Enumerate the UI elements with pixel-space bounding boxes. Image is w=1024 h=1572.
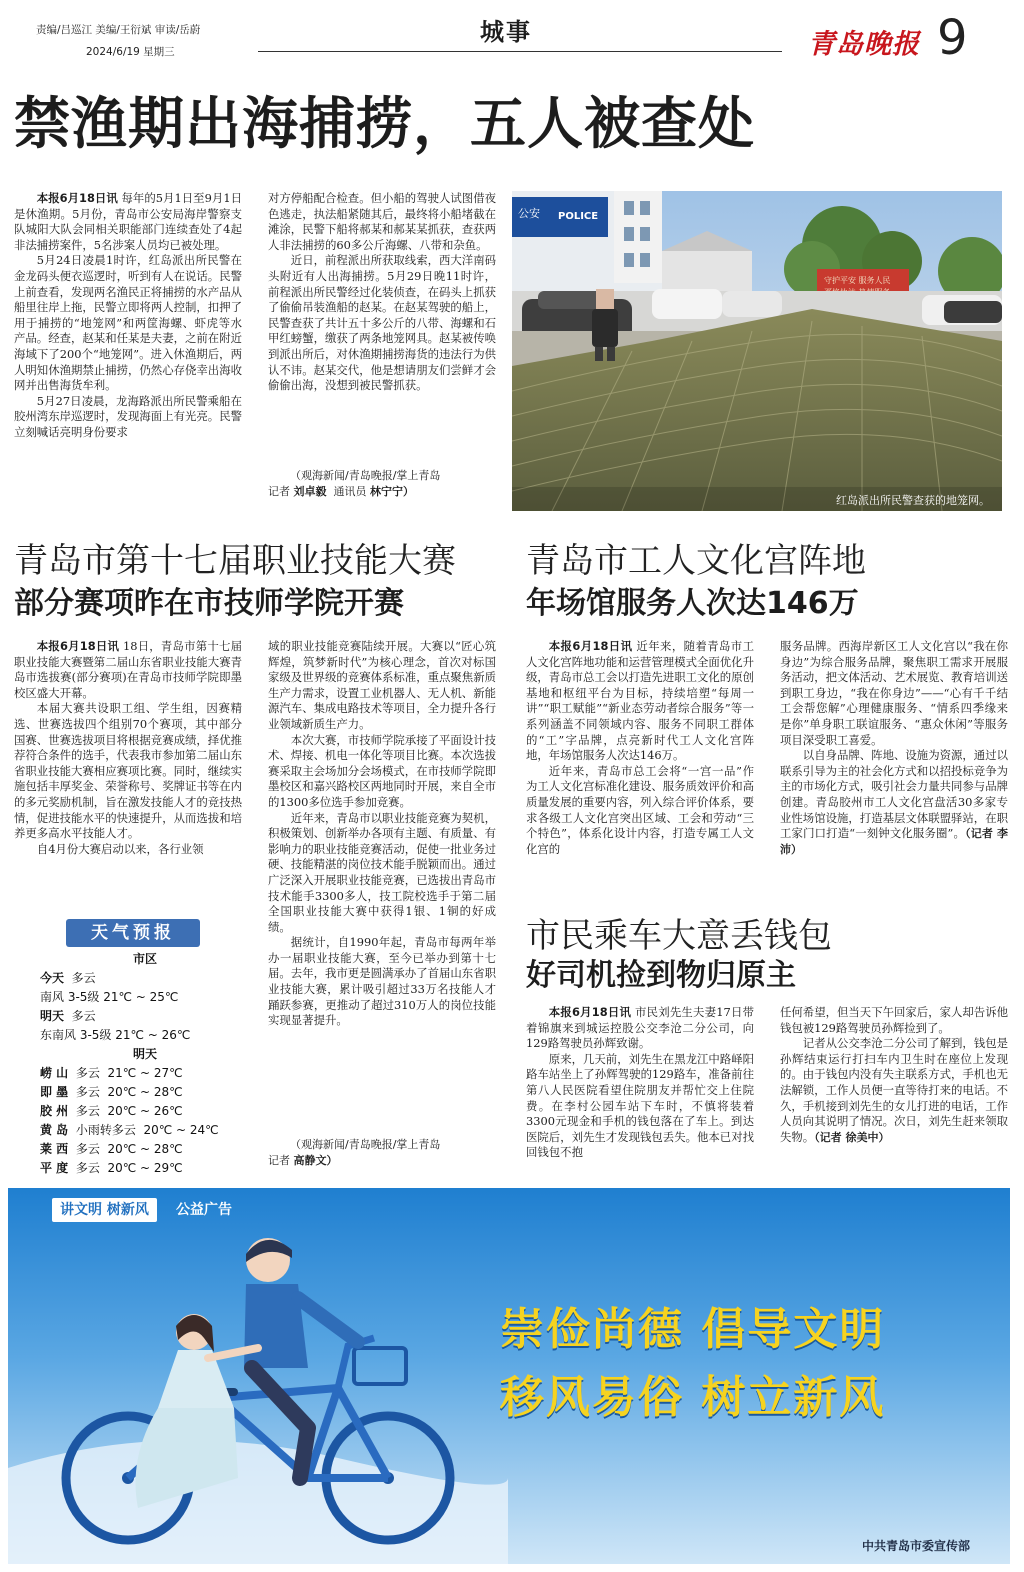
paper-logo: 青岛晚报 (808, 29, 920, 60)
ad-label: 公益广告 (176, 1202, 232, 1218)
ad-slogan-1: 崇俭尚德 倡导文明 (500, 1304, 886, 1355)
article2-title: 青岛市第十七届职业技能大赛 (14, 541, 456, 581)
public-service-ad (8, 1188, 1010, 1564)
article1-credit: （观海新闻/青岛晚报/掌上青岛 记者 刘卓毅 通讯员 林宁宁） (268, 469, 441, 498)
article3-subtitle: 年场馆服务人次达146万 (526, 586, 859, 621)
svg-text:POLICE: POLICE (558, 211, 599, 222)
article4-credit: （记者 徐美中） (814, 1130, 890, 1144)
article3-credit: （记者 李沛） (780, 827, 1008, 856)
photo-caption: 红岛派出所民警查获的地笼网。 (836, 494, 990, 507)
svg-text:公安: 公安 (518, 207, 540, 220)
article2-credit: （观海新闻/青岛晚报/掌上青岛 记者 高静文） (268, 1138, 441, 1167)
photo-illustration (512, 191, 1002, 511)
weather-title-banner (66, 919, 200, 947)
ad-sponsor: 中共青岛市委宣传部 (861, 1539, 970, 1553)
article1-column-1: 本报6月18日讯 每年的5月1日至9月1日是休渔期。5月份，青岛市公安局海岸警察支队城阳大队会同相关职能部门连续查处了4起非法捕捞案件，5名涉案人员均已被处理。 5月24日凌晨1时许，红岛派出所民警在金龙码头便衣巡逻时，听到有人在说话。民警上前查看，发现两名渔民正将捕捞的水产品从船里往岸上拖，民警立即将两人控制，扣押了用于捕捞的“地笼网”和两筐海螺、虾虎等水产品。经查，赵某和任某是夫妻，之前在附近海域下了200个“地笼网”。进入休渔期后，两人明知休渔期禁止捕捞，仍然心存侥幸出海收网并出售海货牟利。 5月27日凌晨，龙海路派出所民警乘船在胶州湾东岸巡逻时，发现海面上有光亮。民警立刻喊话亮明身份要求 (14, 191, 242, 439)
weather-tomorrow-wind: 东南风 3-5级 21℃ ~ 26℃ (40, 1028, 191, 1042)
article1-column-2: 对方停船配合检查。但小船的驾驶人试图借夜色逃走，执法船紧随其后，最终将小船堵截在滩涂，民警下船将郝某和郝某某抓获，查获两人非法捕捞的60多公斤海螺、八带和杂鱼。 近日，前程派出所获取线索，西大洋南码头附近有人出海捕捞。5月29日晚11时许，前程派出所民警经过化装侦查，在码头上抓获了偷偷吊装渔船的赵某。在赵某驾驶的船上，民警查获了共计五十多公斤的八带、海螺和石甲红螃蟹，缴获了两条地笼网具。赵某被传唤到派出所后，对休渔期捕捞海货的违法行为供认不讳。赵某交代，他是想请朋友们尝鲜才会偷偷出海，没想到被民警抓获。 (268, 191, 496, 393)
weather-today-wind: 南风 3-5级 21℃ ~ 25℃ (40, 990, 179, 1004)
article4-subtitle: 好司机捡到物归原主 (526, 958, 796, 993)
cyclists-illustration (8, 1228, 508, 1564)
news-photo (512, 191, 1002, 511)
ad-tag: 讲文明 树新风 (52, 1198, 157, 1222)
editor-credits: 责编/吕巡江 美编/王衍斌 审读/岳蔚 (36, 24, 201, 36)
section-title: 城事 (480, 18, 532, 46)
ad-slogan-2: 移风易俗 树立新风 (500, 1372, 886, 1423)
article4-title: 市民乘车大意丢钱包 (526, 916, 832, 956)
weather-district-row: 莱 西 多云 20℃ ~ 28℃ (40, 1142, 183, 1156)
weather-district-row: 平 度 多云 20℃ ~ 29℃ (40, 1161, 183, 1175)
article3-title: 青岛市工人文化宫阵地 (526, 541, 866, 581)
article4-column-2: 任何希望，但当天下午回家后，家人却告诉他钱包被129路驾驶员孙辉捡到了。 记者从公交李沧二分公司了解到，钱包是孙辉结束运行打扫车内卫生时在座位上发现的。由于钱包内没有失主联系方式，手机也无法解锁，工作人员便一直等待打来的电话。不久，手机接到刘先生的女儿打进的电话，工作人员向其说明了情况。次日，刘先生赶来领取失物。（记者 徐美中） (780, 1005, 1008, 1144)
article2-column-1: 本报6月18日讯 18日，青岛市第十七届职业技能大赛暨第二届山东省职业技能大赛青岛市选拔赛(部分赛项)在青岛市技师学院即墨校区盛大开幕。 本届大赛共设职工组、学生组，因赛精选、世赛选拔四个组别70个赛项，其中部分国赛、世赛选拔项目将根据竞赛成绩，择优推荐符合条件的选手，代表我市参加第二届山东省职业技能大赛相应赛项比赛。同时，继续实施包括丰厚奖金、荣誉称号、奖牌证书等在内的多元奖励机制，旨在激发技能人才的竞技热情，促进技能水平的快速提升，从而选拔和培养更多高水平技能人才。 自4月份大赛启动以来，各行业领 (14, 639, 243, 856)
article4-column-1: 本报6月18日讯 市民刘先生夫妻17日带着锦旗来到城运控股公交李沧二分公司，向129路驾驶员孙辉致谢。 原来，几天前，刘先生在黑龙江中路峄阳路车站坐上了孙辉驾驶的129路车，准备前往第八人民医院看望住院朋友并帮忙交上住院费。在李村公园车站下车时，不慎将装着3300元现金和手机的钱包落在了车上。到达医院后，刘先生才发现钱包丢失。他本已对找回钱包不抱 (526, 1005, 755, 1160)
weather-city: 市区 (132, 952, 157, 966)
weather-forecast (40, 950, 250, 1178)
weather-tomorrow: 明天 多云 (40, 1009, 96, 1023)
svg-text:守护平安 服务人民: 守护平安 服务人民 (824, 276, 891, 285)
issue-date: 2024/6/19 星期三 (86, 46, 175, 58)
weather-district-row: 即 墨 多云 20℃ ~ 28℃ (40, 1085, 183, 1099)
weather-districts-header: 明天 (132, 1047, 157, 1061)
header-rule (258, 51, 782, 52)
article2-subtitle: 部分赛项昨在市技师学院开赛 (14, 586, 404, 621)
article2-column-2: 域的职业技能竞赛陆续开展。大赛以“匠心筑辉煌，筑梦新时代”为核心理念，首次对标国家级及世界级的竞赛体系标准，重点聚焦新质生产力需求，设置工业机器人、无人机、新能源汽车、集成电路技术等项目，全力提升各行业领域新质生产力。 本次大赛，市技师学院承接了平面设计技术、焊接、机电一体化等项目比赛。本次选拔赛采取主会场加分会场模式，在市技师学院即墨校区和嘉兴路校区两地同时开展，来自全市的1300多位选手参加竞赛。 近年来，青岛市以职业技能竞赛为契机，积极策划、创新举办各项有主题、有质量、有影响力的职业技能竞赛活动，促使一批业务过硬、技能精湛的岗位技术能手脱颖而出。通过广泛深入开展职业技能竞赛，已选拔出青岛市技术能手3300多人，技工院校选手于第二届全国职业技能大赛中获得1银、1铜的好成绩。 据统计，自1990年起，青岛市每两年举办一届职业技能大赛，至今已举办到第十七届。去年，我市更是圆满承办了首届山东省职业技能大赛，累计吸引超过33万名技能人才踊跃参赛，更推动了超过310万人的岗位技能实现显著提升。 (268, 639, 496, 1028)
weather-district-row: 崂 山 多云 21℃ ~ 27℃ (40, 1066, 183, 1080)
dateline: 本报6月18日讯 (36, 191, 118, 205)
article3-column-1: 本报6月18日讯 近年来，随着青岛市工人文化宫阵地功能和运营管理模式全面优化升级，青岛市总工会以打造先进职工文化的原创基地和枢纽平台为目标，持续培塑“每周一讲”“职工赋能”“新业态劳动者综合服务”等一系列涵盖不同领域内容、服务不同职工群体的“工”字品牌，点亮新时代工人文化宫阵地，年场馆服务人次达146万。 近年来，青岛市总工会将“一宫一品”作为工人文化宫标准化建设、服务质效评价和高质量发展的重要内容，列入综合评价体系，要求各级工人文化宫突出区域、工会和劳动“三个特色”，体系化设计内容，打造专属工人文化宫的 (526, 639, 754, 856)
article3-column-2: 服务品牌。西海岸新区工人文化宫以“我在你身边”为综合服务品牌，聚焦职工需求开展服务活动，把文体活动、艺术展览、教育培训送到职工身边，“我在你身边”——“心有千千结 工会帮您解”心理健康服务、“情系四季缘来是你”单身职工联谊服务、“惠众休闲”等服务项目深受职工喜爱。 以自身品牌、阵地、设施为资源，通过以联系引导为主的社会化方式和以招投标竞争为主的市场化方式，吸引社会力量共同参与品牌创建。青岛胶州市工人文化宫盘活30多家专业性场馆设施，打造基层文体联盟驿站，在职工家门口打造“一刻钟文化服务圈”。（记者 李沛） (780, 639, 1008, 856)
weather-today: 今天 多云 (40, 971, 96, 985)
headline-fishing: 禁渔期出海捕捞，五人被查处 (14, 92, 755, 157)
weather-district-row: 黄 岛 小雨转多云 20℃ ~ 24℃ (40, 1123, 219, 1137)
page-number: 9 (937, 10, 968, 66)
weather-district-row: 胶 州 多云 20℃ ~ 26℃ (40, 1104, 183, 1118)
weather-title: 天气预报 (91, 923, 175, 943)
